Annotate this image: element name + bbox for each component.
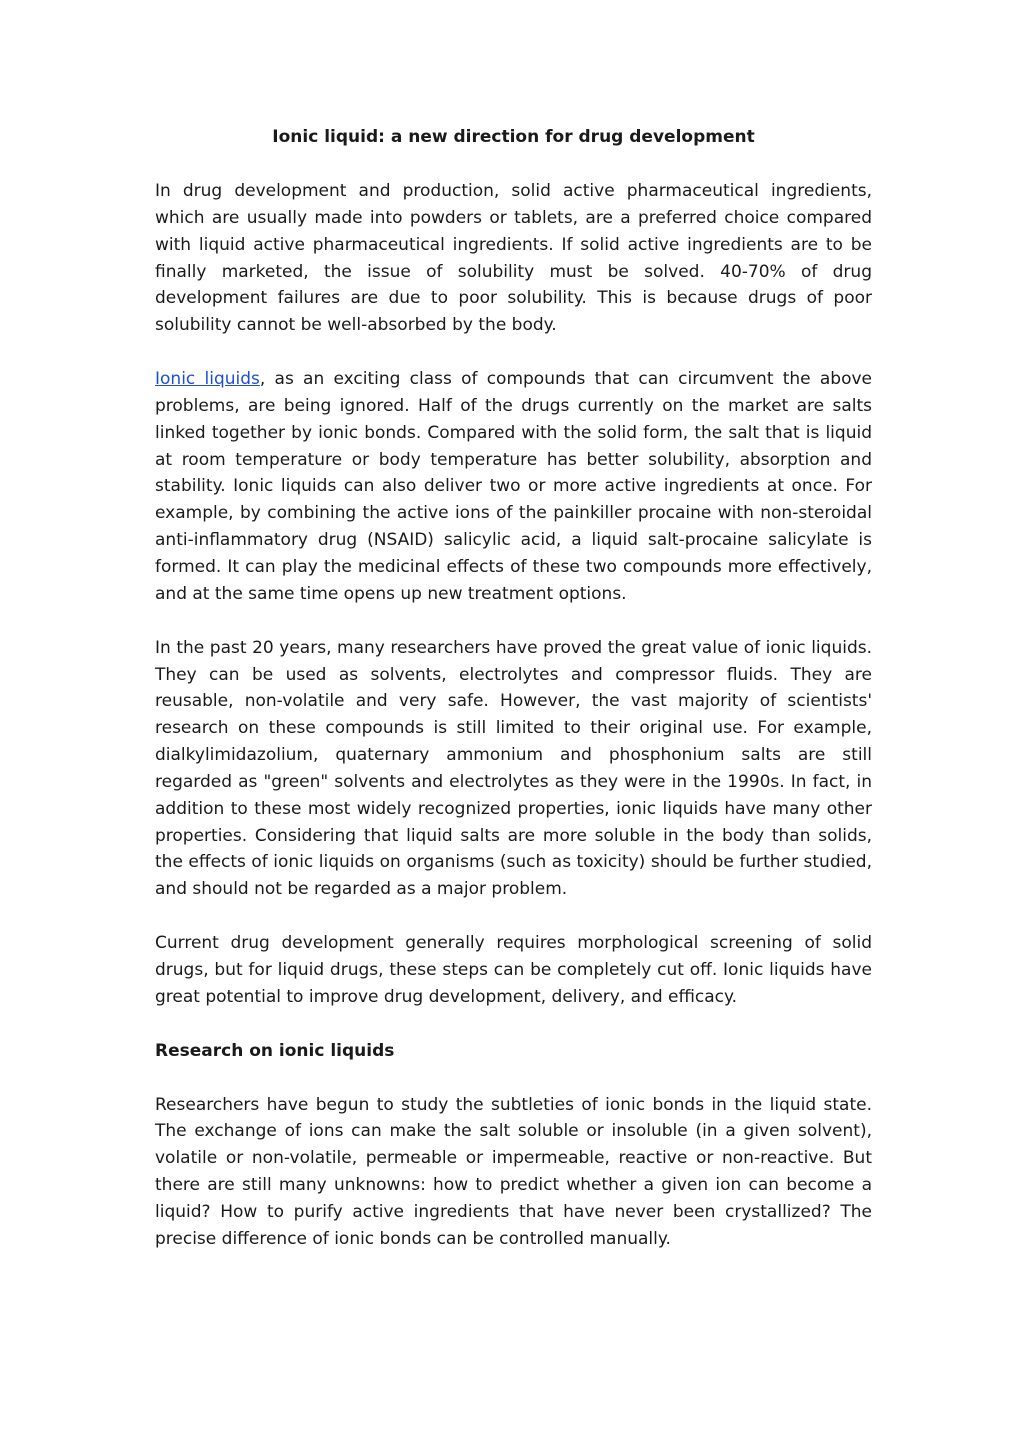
paragraph-ionic-liquids-text: , as an exciting class of compounds that can circumvent the above problems, are being ignored. Half of the drugs currently on the market are salts linked together by ionic bonds. Compared with the solid form, the salt that is liquid at room temperature or body temperature has better solubility, absorption and stability. Ionic liquids can also deliver two or more active ingredients at once. For example, by combining the active ions of the painkiller procaine with non-steroidal anti-inflammatory drug (NSAID) salicylic acid, a liquid salt-procaine salicylate is formed. It can play the medicinal effects of these two compounds more effectively, and at the same time opens up new treatment options.: [155, 369, 872, 604]
paragraph-past-research: In the past 20 years, many researchers have proved the great value of ionic liquids. They can be used as solvents, electrolytes and compressor fluids. They are reusable, non-volatile and very safe. However, the vast majority of scientists' research on these compounds is still limited to their original use. For example, dialkylimidazolium, quaternary ammonium and phosphonium salts are still regarded as "green" solvents and electrolytes as they were in the 1990s. In fact, in addition to these most widely recognized properties, ionic liquids have many other properties. Considering that liquid salts are more soluble in the body than solids, the effects of ionic liquids on organisms (such as toxicity) should be further studied, and should not be regarded as a major problem.: [155, 637, 872, 900]
document-title: Ionic liquid: a new direction for drug development: [272, 127, 755, 147]
paragraph-research: Researchers have begun to study the subtleties of ionic bonds in the liquid state. The exchange of ions can make the salt soluble or insoluble (in a given solvent), volatile or non-volatile, permeable or impermeable, reactive or non-reactive. But there are still many unknowns: how to predict whether a given ion can become a liquid? How to purify active ingredients that have never been crystallized? The precise difference of ionic bonds can be controlled manually.: [155, 1094, 872, 1249]
section-heading: Research on ionic liquids: [155, 1040, 395, 1061]
paragraph-ionic-liquids: [155, 366, 872, 608]
ionic-liquids-link[interactable]: Ionic liquids: [155, 369, 260, 390]
paragraph-drug-development: Current drug development generally requires morphological screening of solid drugs, but for liquid drugs, these steps can be completely cut off. Ionic liquids have great potential to improve drug development, delivery, and efficacy.: [155, 933, 872, 1007]
paragraph-intro: In drug development and production, solid active pharmaceutical ingredients, which are usually made into powders or tablets, are a preferred choice compared with liquid active pharmaceutical ingredients. If solid active ingredients are to be finally marketed, the issue of solubility must be solved. 40-70% of drug development failures are due to poor solubility. This is because drugs of poor solubility cannot be well-absorbed by the body.: [155, 181, 872, 336]
document-page: [155, 120, 872, 1253]
